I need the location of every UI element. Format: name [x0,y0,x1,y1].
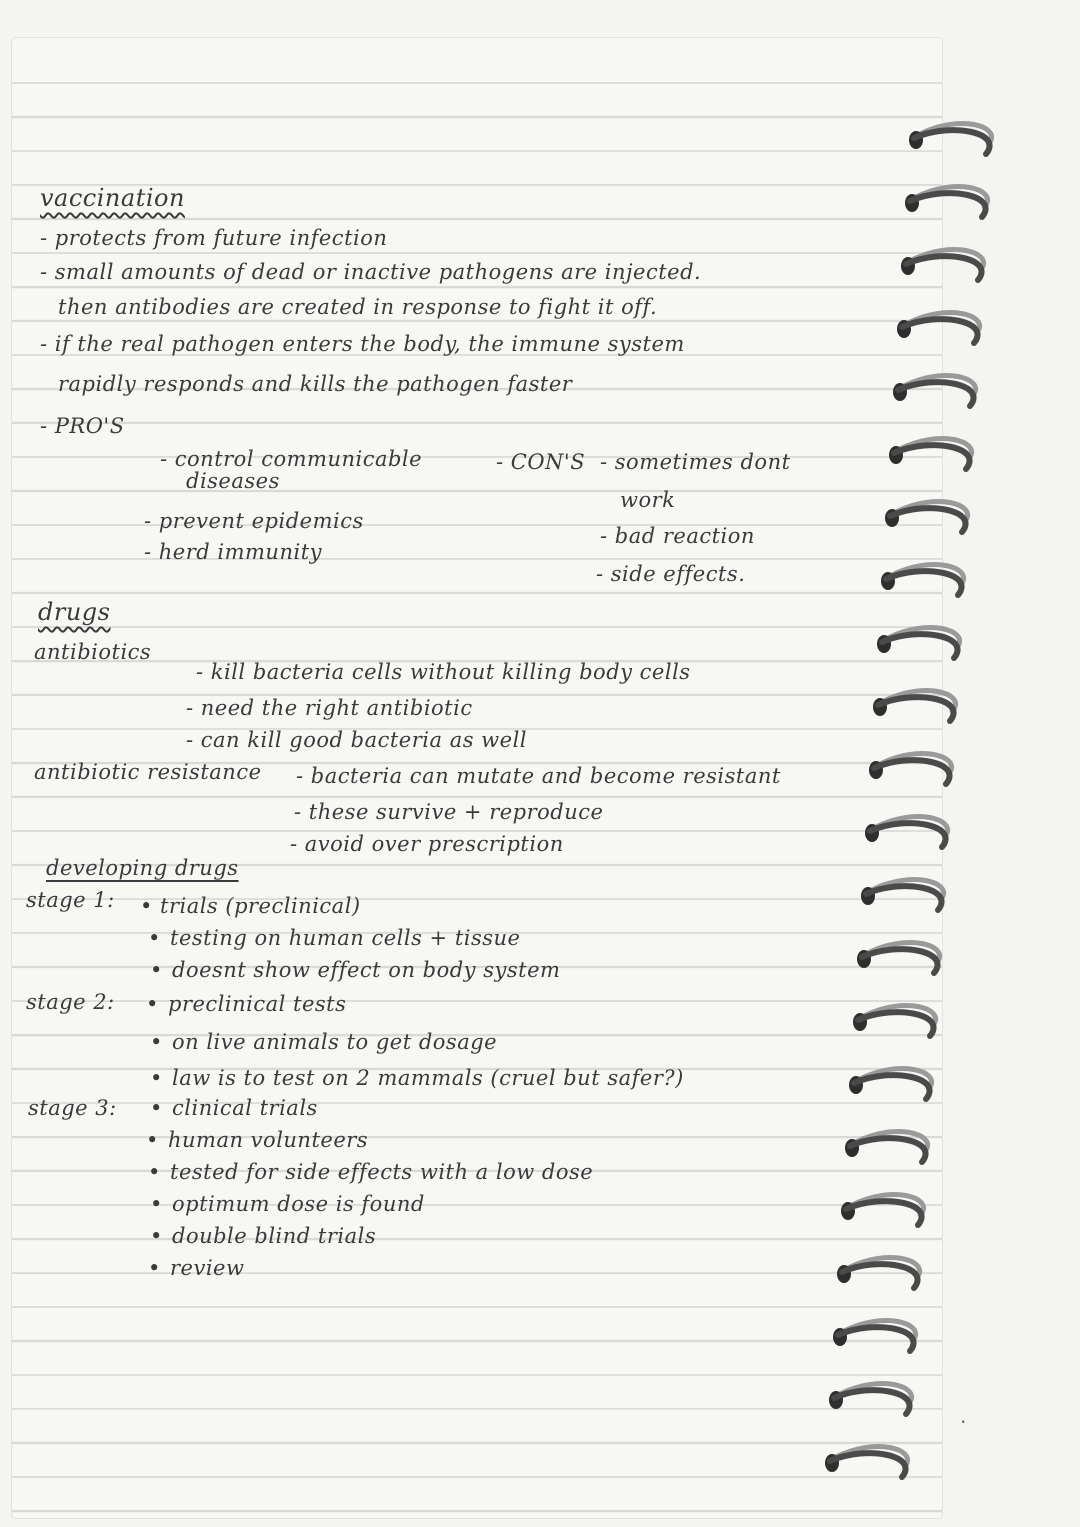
stage-item: human volunteers [168,1128,369,1152]
note-line: - protects from future infection [40,226,388,250]
antibiotics-item: - need the right antibiotic [186,696,473,720]
bullet: • [148,1256,161,1280]
resistance-item: - bacteria can mutate and become resistant [296,764,781,788]
spiral-coil [857,943,940,973]
spiral-coil [905,187,988,217]
spiral-coil [889,439,972,469]
heading-developing-drugs: developing drugs [46,856,239,880]
resistance-label: antibiotic resistance [34,760,262,784]
stage-label: stage 1: [26,888,115,912]
spiral-coil [865,817,948,847]
spiral-coil [833,1321,916,1351]
heading-vaccination: vaccination [40,184,185,212]
stage-item: testing on human cells + tissue [170,926,521,950]
stage-item: review [170,1256,245,1280]
resistance-item: - these survive + reproduce [294,800,604,824]
note-line: - if the real pathogen enters the body, the immune system [40,332,685,356]
bullet: • [150,1224,163,1248]
heading-drugs: drugs [38,598,111,626]
stage-label: stage 2: [26,990,115,1014]
spiral-coil [837,1258,920,1288]
note-line: rapidly responds and kills the pathogen faster [58,372,573,396]
spiral-coil [841,1195,924,1225]
pros-label: - PRO'S [40,414,125,438]
stage-item: double blind trials [172,1224,377,1248]
bullet: • [148,926,161,950]
spiral-coil [901,250,984,280]
spiral-binding [790,100,1020,1520]
bullet: • [150,1192,163,1216]
spiral-coil [893,376,976,406]
note-line: then antibodies are created in response to fight it off. [58,295,658,319]
bullet: • [140,894,153,918]
page-mark: · [960,1410,967,1434]
stage-item: trials (preclinical) [160,894,361,918]
stage-item: optimum dose is found [172,1192,425,1216]
note-line: - small amounts of dead or inactive pathogens are injected. [40,260,702,284]
spiral-coil [881,565,964,595]
stage-label: stage 3: [28,1096,117,1120]
cons-item: work [620,488,676,512]
spiral-coil [869,754,952,784]
resistance-item: - avoid over prescription [290,832,564,856]
bullet: • [150,1066,163,1090]
spiral-coil [845,1132,928,1162]
spiral-coil [849,1069,932,1099]
bullet: • [150,1096,163,1120]
spiral-coil [885,502,968,532]
stage-item: law is to test on 2 mammals (cruel but safer?) [172,1066,684,1090]
spiral-coil [861,880,944,910]
spiral-coil [829,1384,912,1414]
spiral-coil [853,1006,936,1036]
bullet: • [146,1128,159,1152]
pros-item: - herd immunity [144,540,322,564]
cons-item: - bad reaction [600,524,755,548]
cons-item: - side effects. [596,562,746,586]
spiral-coil [873,691,956,721]
spiral-coil [825,1447,908,1477]
bullet: • [150,958,163,982]
stage-item: tested for side effects with a low dose [170,1160,594,1184]
stage-item: on live animals to get dosage [172,1030,498,1054]
stage-item: preclinical tests [168,992,347,1016]
pros-item: - control communicable [160,447,423,471]
pros-item: - prevent epidemics [144,509,364,533]
stage-item: clinical trials [172,1096,318,1120]
spiral-coil [909,124,992,154]
spiral-coil [897,313,980,343]
antibiotics-label: antibiotics [34,640,152,664]
antibiotics-item: - can kill good bacteria as well [186,728,527,752]
stage-item: doesnt show effect on body system [172,958,561,982]
antibiotics-item: - kill bacteria cells without killing body cells [196,660,691,684]
cons-item: - sometimes dont [600,450,791,474]
bullet: • [146,992,159,1016]
bullet: • [148,1160,161,1184]
bullet: • [150,1030,163,1054]
cons-label: - CON'S [496,450,586,474]
pros-item: diseases [186,469,280,493]
spiral-coil [877,628,960,658]
